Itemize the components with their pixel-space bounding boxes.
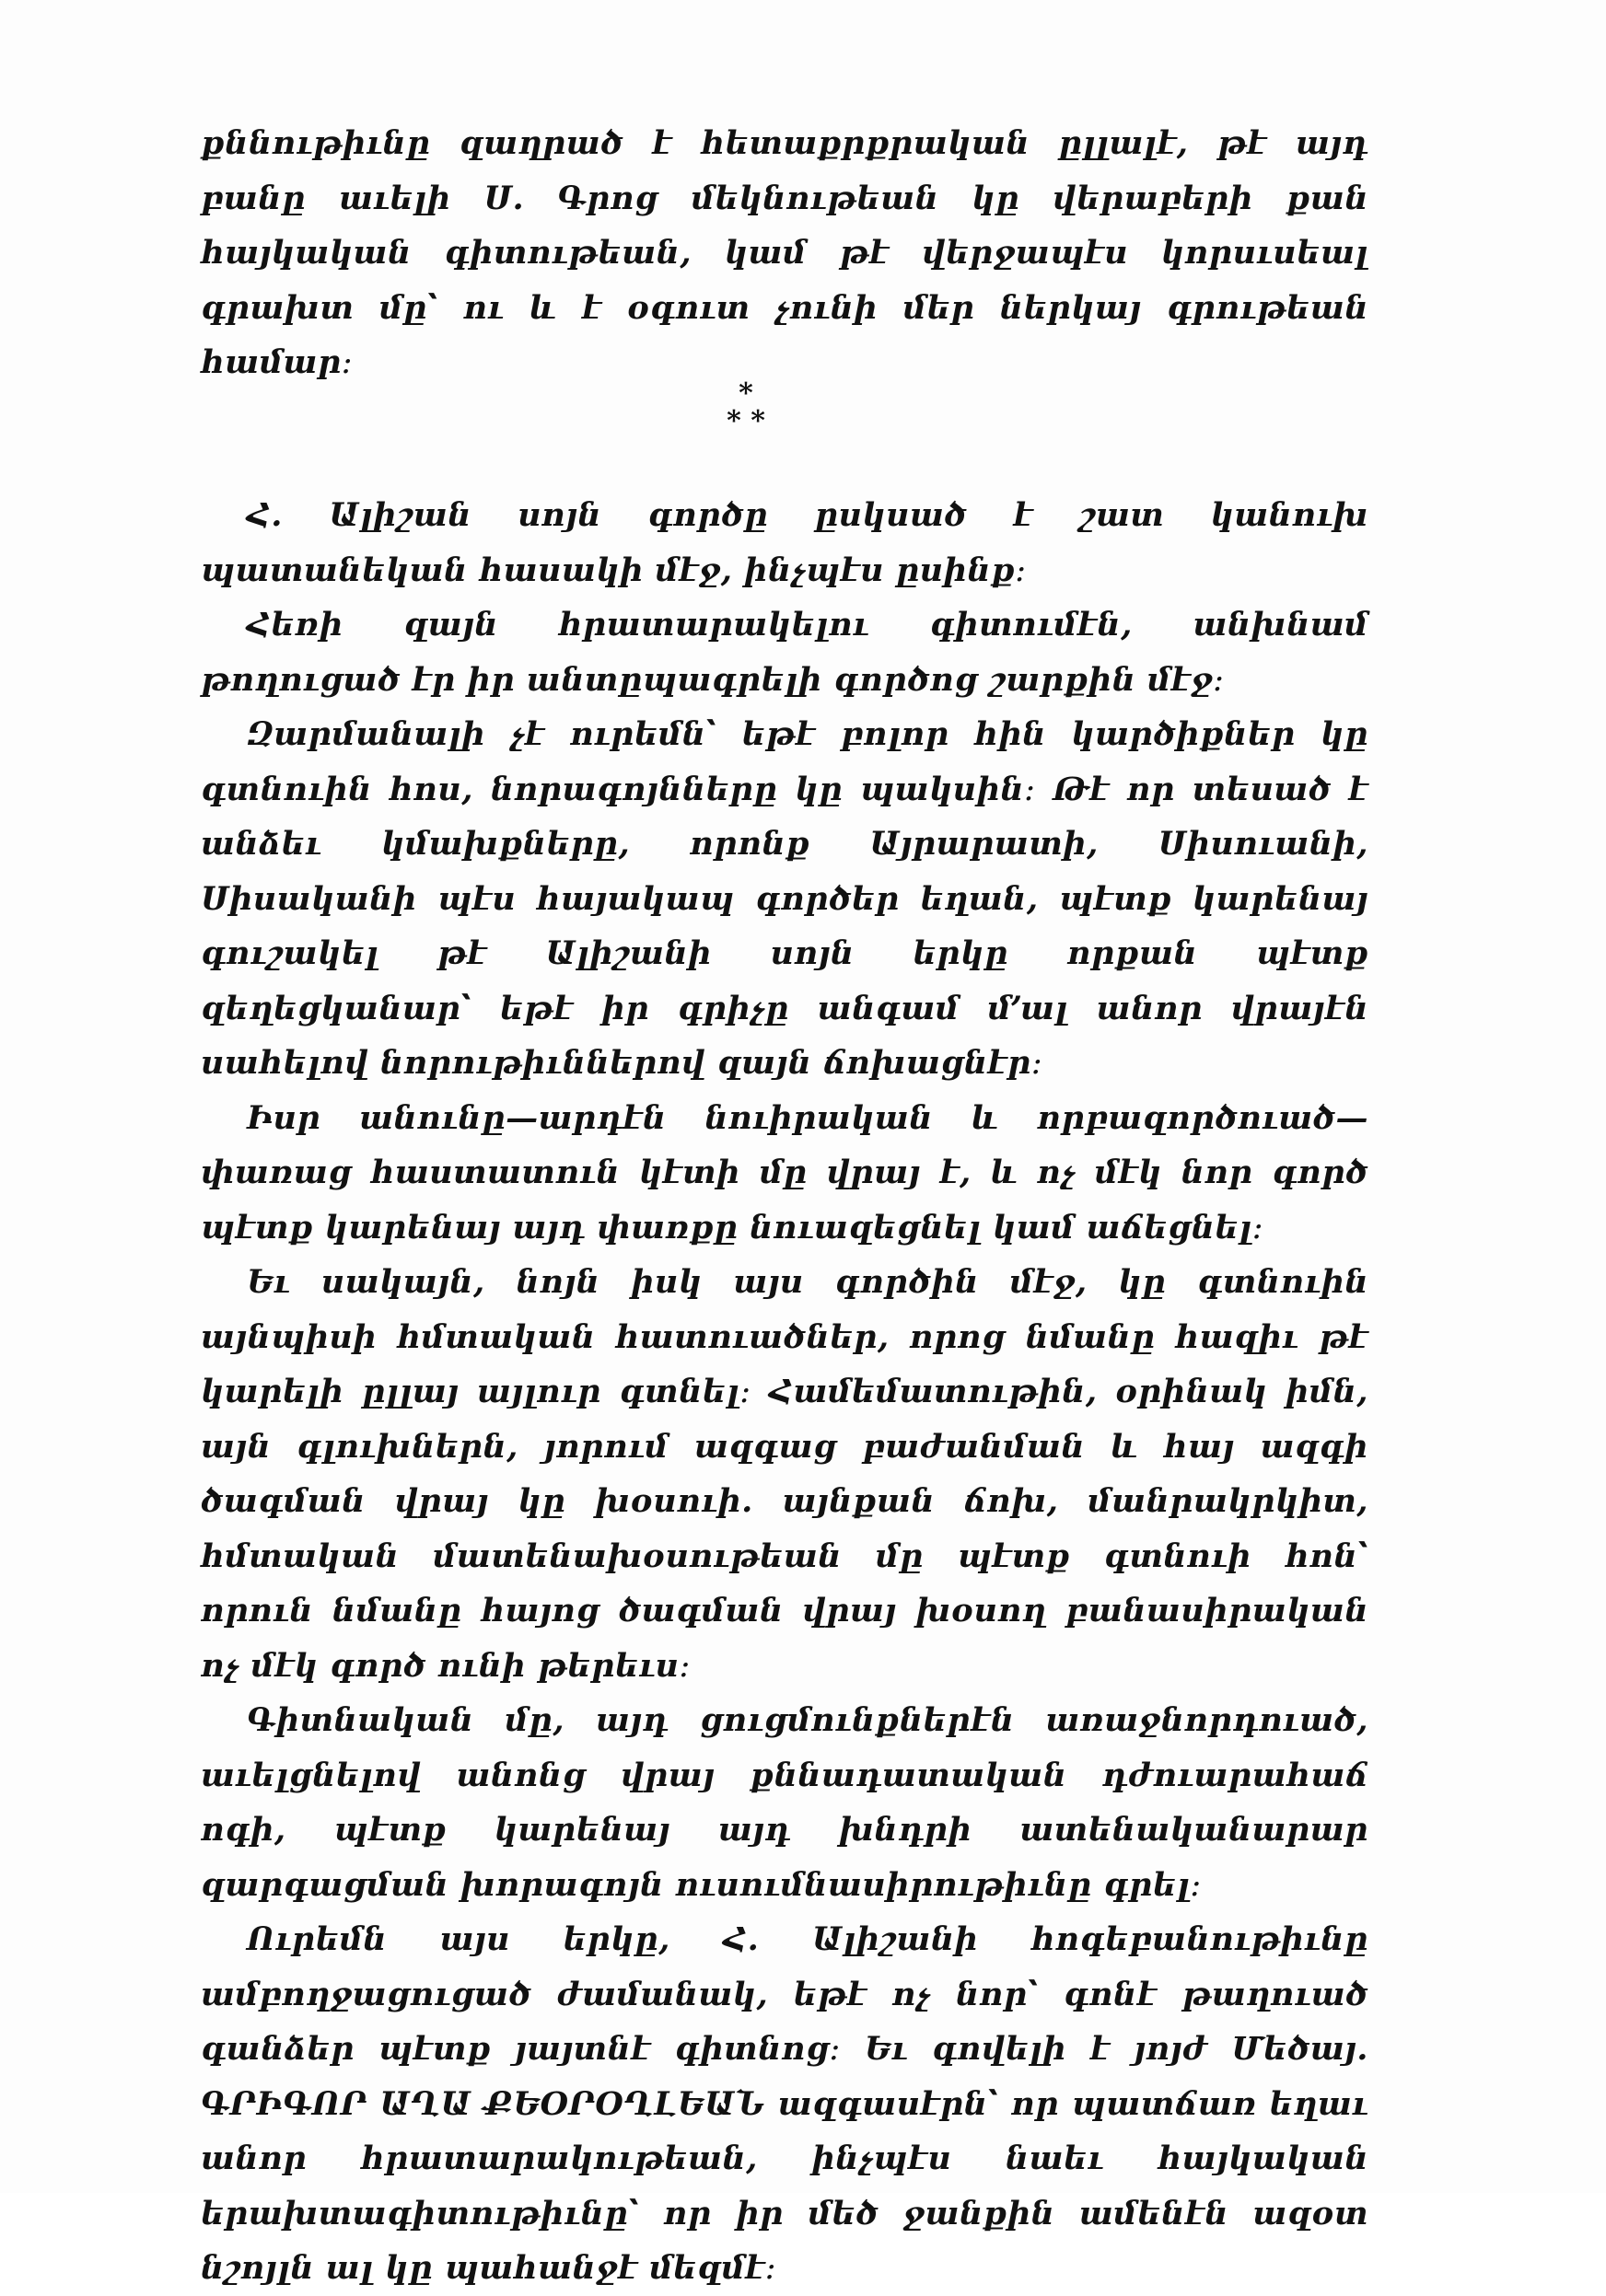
intro-text: քննութիւնը զաղրած է հետաքրքրական ըլլալէ, թէ այդ բանը աւելի Ս. Գրոց մեկնութեան կը վերաբերի քան հայկական գիտութեան, կամ թէ վերջապէս կորսւսեալ գրախտ մը՝ ու և է օգուտ չունի մեր ներկայ գրութեան համար։ — [201, 124, 1368, 381]
separator-star-bottom: * * — [727, 405, 765, 437]
section-separator — [700, 377, 792, 442]
intro-paragraph — [201, 116, 1368, 390]
paragraph-6: Գիտնական մը, այդ ցուցմունքներէն առաջնորդուած, աւելցնելով անոնց վրայ քննադատական դժուարահաճ ոգի, պէտք կարենայ այդ խնդրի ատենականարար զարգացման խորագոյն ուսումնասիրութիւնը գրել։ — [201, 1701, 1368, 1904]
body-text — [201, 488, 1368, 2296]
paragraph-1: Հ. Ալիշան սոյն գործը ըսկսած է շատ կանուխ պատանեկան հասակի մէջ, ինչպէս ըսինք։ — [201, 496, 1368, 589]
paragraph-4: Իսր անունը—արդէն նուիրական և որբազործուած—փառաց հաստատուն կէտի մը վրայ է, և ոչ մէկ նոր գործ պէտք կարենայ այդ փառքը նուազեցնել կամ աճեցնել։ — [201, 1098, 1368, 1247]
paragraph-5: Եւ սակայն, նոյն իսկ այս գործին մէջ, կը գտնուին այնպիսի հմտական հատուածներ, որոց նմանը հազիւ թէ կարելի ըլլայ այլուր գտնել։ Համեմատութին, օրինակ իմն, այն գլուխներն, յորում ազգաց բաժանման և հայ ազգի ծագման վրայ կը խօսուի. այնքան ճոխ, մանրակրկիտ, հմտական մատենախօսութեան մը պէտք գտնուի հոն՝ որուն նմանը հայոց ծագման վրայ խօսող բանասիրական ոչ մէկ գործ ունի թերեւս։ — [201, 1263, 1368, 1685]
paragraph-7: Ուրեմն այս երկը, Հ. Ալիշանի հոգեբանութիւնը ամբողջացուցած ժամանակ, եթէ ոչ նոր՝ գոնէ թաղուած գանձեր պէտք յայտնէ գիտնոց։ Եւ գովելի է յոյժ Մեծայ. ԳՐԻԳՈՐ ԱՂԱ ՔԵՕՐՕՂԼԵԱՆ ազգասէրն՝ որ պատճառ եղաւ անոր հրատարակութեան, ինչպէս նաեւ հայկական երախտագիտութիւնը՝ որ իր մեծ ջանքին ամենէն ազօտ նշոյլն ալ կը պահանջէ մեզմէ։ — [201, 1920, 1368, 2287]
paragraph-3: Զարմանալի չէ ուրեմն՝ եթէ բոլոր հին կարծիքներ կը գտնուին հոս, նորագոյնները կը պակսին։ Թէ որ տեսած է անձեւ կմախքները, որոնք Այրարատի, Սիսուանի, Սիսականի պէս հայակապ գործեր եղան, պէտք կարենայ գուշակել թէ Ալիշանի սոյն երկը որքան պէտք զեղեցկանար՝ եթէ իր գրիչը անգամ մ՚ալ անոր վրայէն սահելով նորութիւններով զայն ճոխացնէր։ — [201, 715, 1368, 1082]
paragraph-2: Հեռի զայն հրատարակելու գիտումէն, անխնամ թողուցած էր իր անտըպագրելի գործոց շարքին մէջ։ — [201, 606, 1368, 699]
separator-star-top: * — [739, 377, 753, 410]
